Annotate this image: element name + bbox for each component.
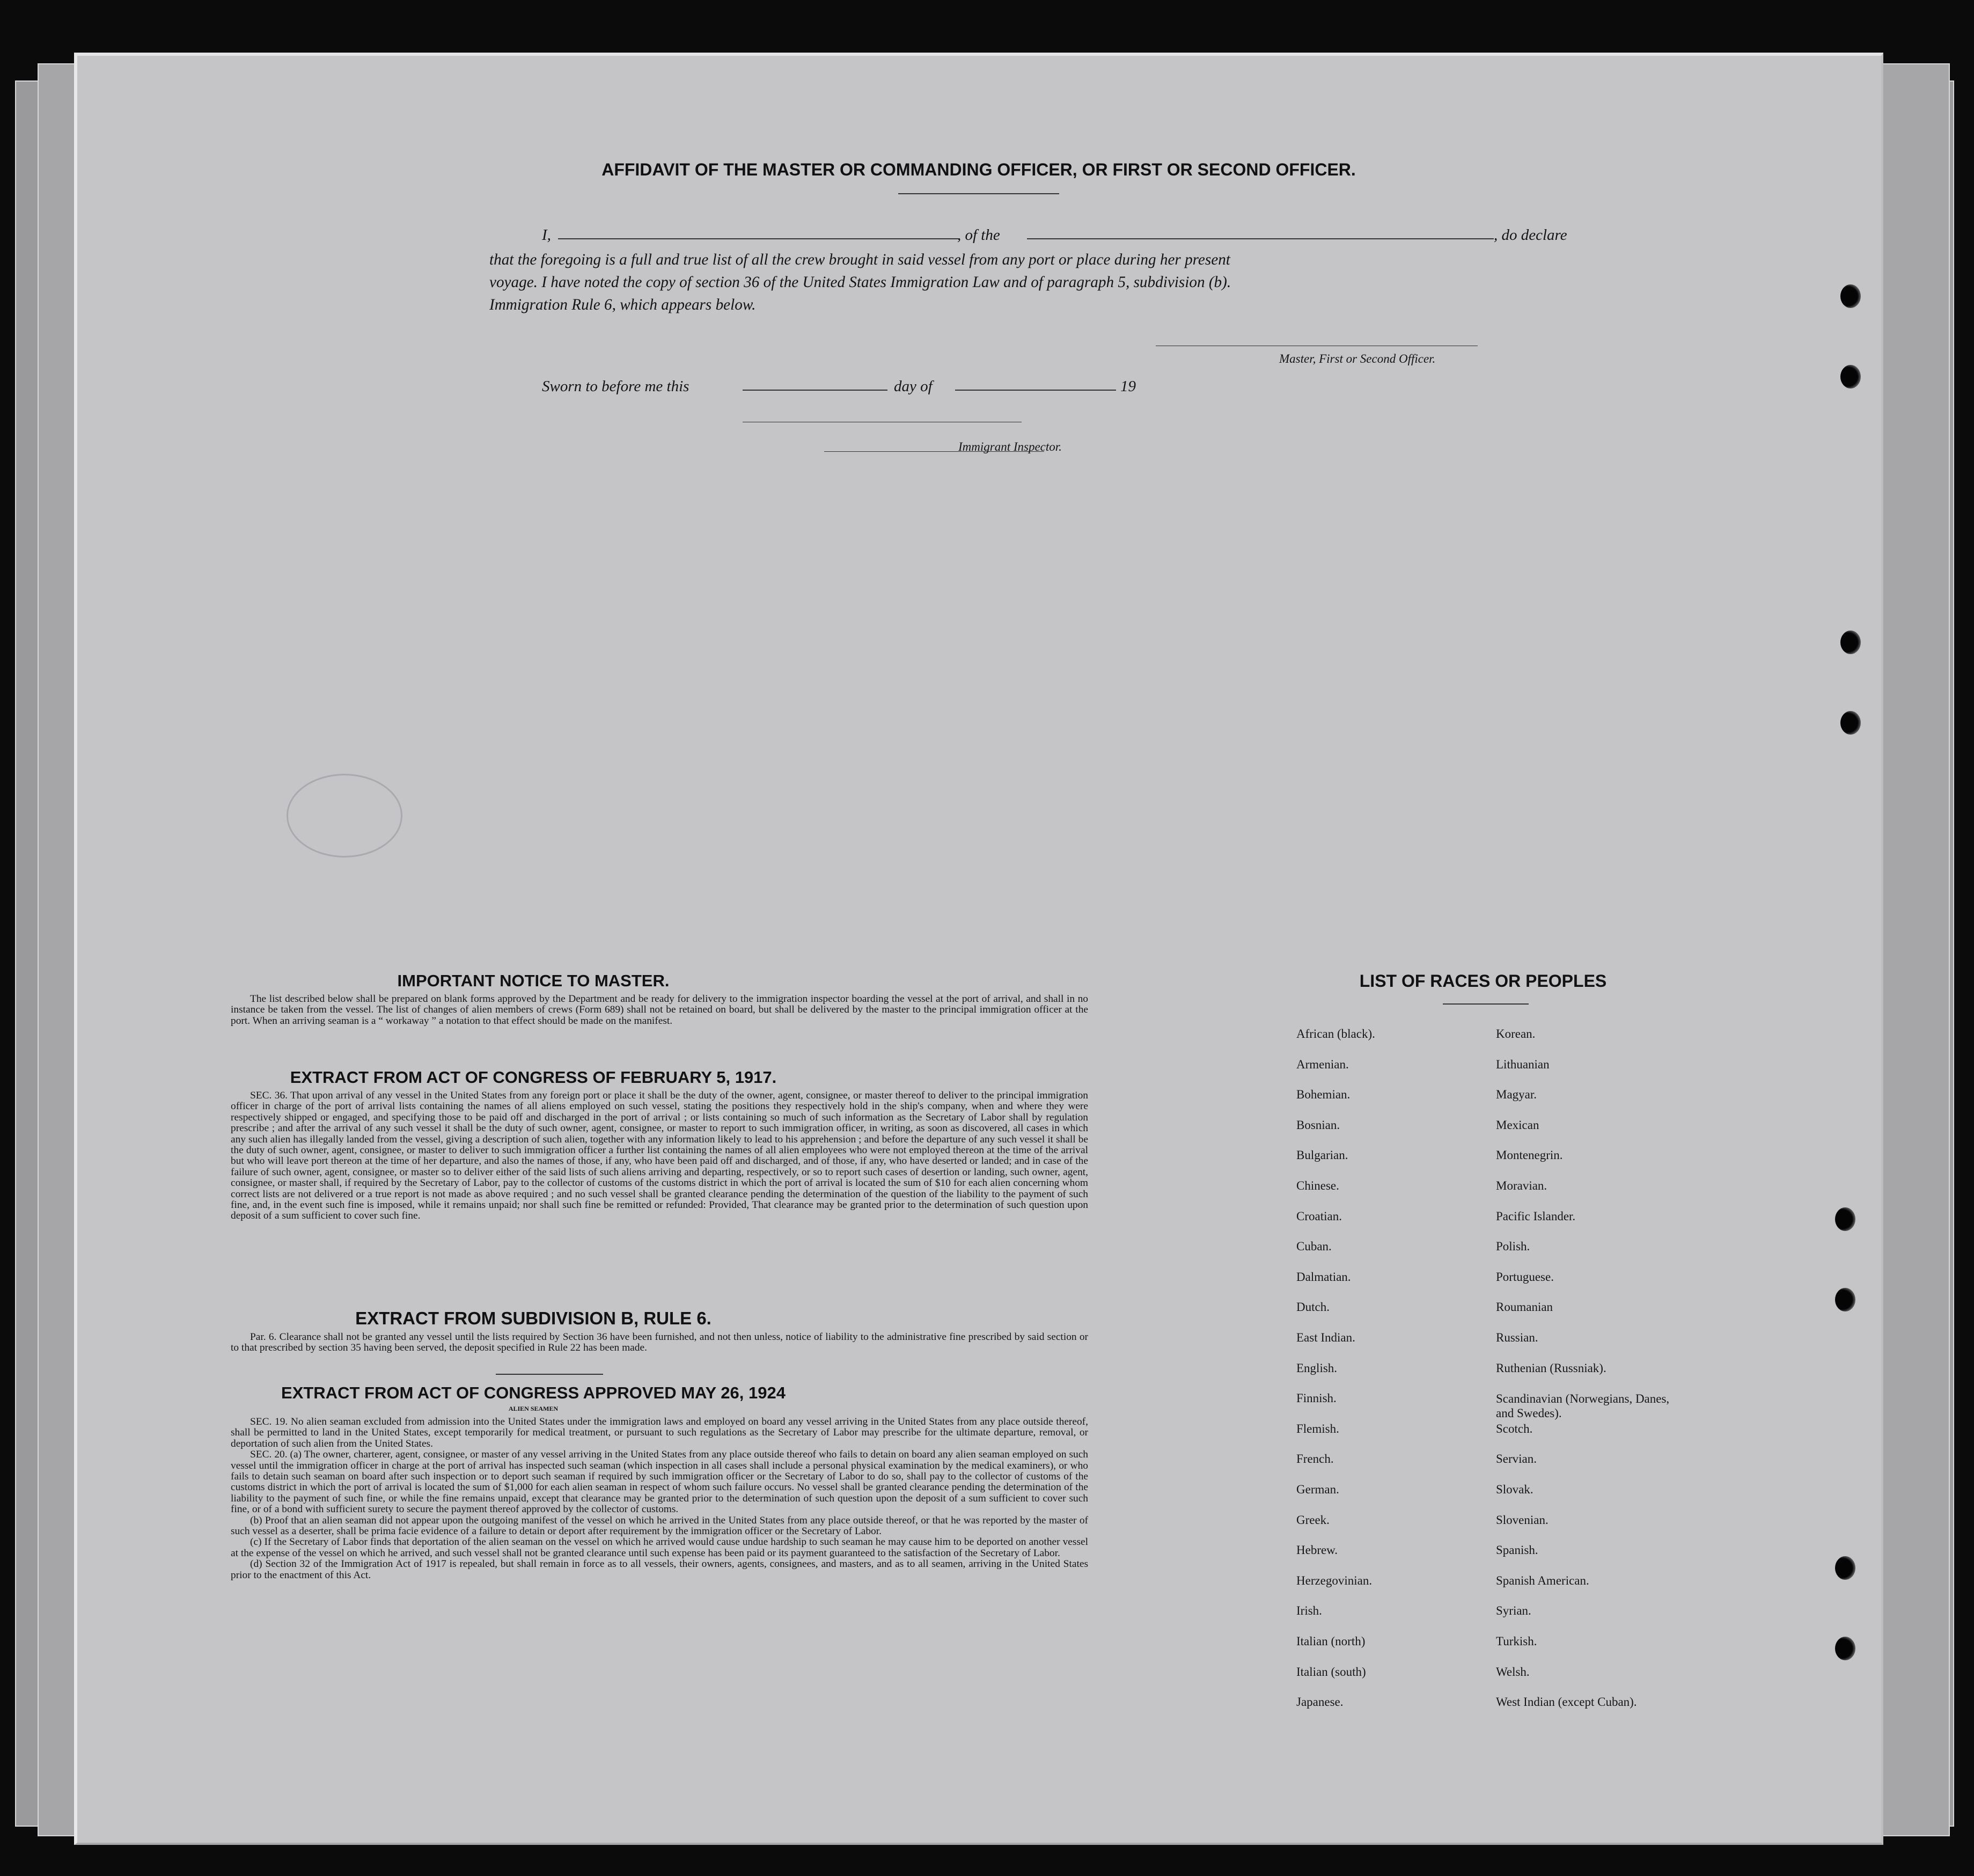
race-item: Welsh.	[1496, 1665, 1530, 1679]
race-item: Bosnian.	[1296, 1118, 1340, 1132]
race-item: English.	[1296, 1361, 1338, 1375]
race-item: Croatian.	[1296, 1209, 1342, 1223]
affidavit-do-declare: , do declare	[1494, 226, 1567, 244]
notice-paragraph: The list described below shall be prepared on blank forms approved by the Department and be ready for delivery to the immigration inspector boarding the vessel at the port of arrival, and shall in no instance be taken from the vessel. The list of changes of alien members of crews (Form 689) shall not be retained on board, but shall be delivered by the master to the principal immigration officer at the port. When an arriving seaman is a “ workaway ” a notation to that effect should be made on the manifest.	[231, 993, 1088, 1027]
races-title: LIST OF RACES OR PEOPLES	[1359, 971, 1607, 991]
race-item: Finnish.	[1296, 1391, 1337, 1405]
race-item: Chinese.	[1296, 1179, 1339, 1192]
race-item: Magyar.	[1496, 1088, 1537, 1102]
year-label: 19	[1120, 378, 1136, 395]
race-item: Bulgarian.	[1296, 1148, 1348, 1162]
race-item: Pacific Islander.	[1496, 1209, 1576, 1223]
day-of-label: day of	[894, 378, 933, 395]
race-item: Dalmatian.	[1296, 1270, 1351, 1284]
race-item: Slovenian.	[1496, 1513, 1549, 1527]
binder-hole	[1840, 284, 1861, 308]
faint-stamp	[287, 774, 402, 858]
extract-1924-subtitle: ALIEN SEAMEN	[508, 1405, 559, 1412]
race-item: Japanese.	[1296, 1695, 1344, 1709]
name-blank[interactable]	[558, 238, 958, 239]
race-item: Cuban.	[1296, 1240, 1332, 1254]
extract-rule6-body	[231, 1332, 1088, 1354]
binder-hole	[1835, 1288, 1855, 1311]
extract-1924-body	[231, 1417, 1088, 1581]
extract-1924-title: EXTRACT FROM ACT OF CONGRESS APPROVED MAY 26, 1924	[281, 1383, 786, 1402]
race-item: Scandinavian (Norwegians, Danes, and Swedes).	[1496, 1392, 1670, 1420]
vessel-blank[interactable]	[1027, 238, 1494, 239]
binder-hole	[1840, 711, 1861, 735]
extract-rule6-paragraph: Par. 6. Clearance shall not be granted any vessel until the lists required by Section 36 have been furnished, and not then unless, notice of liability to the administrative fine prescribed by said section or to that prescribed by section 35 having been served, the deposit specified in Rule 22 has been made.	[231, 1331, 1088, 1354]
binder-hole	[1835, 1637, 1855, 1660]
race-item: West Indian (except Cuban).	[1496, 1695, 1637, 1709]
race-item: African (black).	[1296, 1027, 1375, 1040]
extract-1924-paragraph: SEC. 20. (a) The owner, charterer, agent, consignee, or master of any vessel arriving in the United States from any place outside thereof who fails to detain on board any alien seaman employed on such vessel until the immigration officer in charge at the port of arrival has inspected such seaman (which inspection in all cases shall include a personal physical examination by the medical examiners), or who fails to detain such seaman on board after such inspection or to deport such seaman if required by such immigration officer or the Secretary of Labor to do so, shall pay to the collector of customs of the customs district in which the port of arrival is located the sum of $1,000 for each alien seaman in respect of whom such failure occurs. No vessel shall be granted clearance pending the determination of the liability to the payment of such fine, or while the fine remains unpaid, except that clearance may be granted prior to the determination of such question upon the deposit of a sum sufficient to cover such fine, or of a bond with sufficient surety to secure the payment thereof approved by the collector of customs.	[231, 1449, 1088, 1515]
extract-rule6-title: EXTRACT FROM SUBDIVISION B, RULE 6.	[355, 1308, 711, 1328]
race-item: Moravian.	[1496, 1179, 1547, 1192]
extract-1917-body	[231, 1090, 1088, 1222]
race-item: Polish.	[1496, 1240, 1530, 1254]
race-item: Bohemian.	[1296, 1088, 1351, 1102]
race-item: Greek.	[1296, 1513, 1330, 1527]
race-item: German.	[1296, 1483, 1339, 1496]
race-item: East Indian.	[1296, 1331, 1355, 1344]
race-item: Spanish American.	[1496, 1573, 1589, 1587]
binder-hole	[1840, 365, 1861, 389]
race-item: Armenian.	[1296, 1057, 1349, 1071]
affidavit-line-2: that the foregoing is a full and true list of all the crew brought in said vessel from any port or place during her present	[489, 251, 1230, 268]
race-item: Russian.	[1496, 1331, 1538, 1344]
race-item: Syrian.	[1496, 1604, 1531, 1618]
sworn-label: Sworn to before me this	[542, 378, 689, 395]
affidavit-of-the-label: , of the	[957, 226, 1000, 244]
race-item: Italian (south)	[1296, 1665, 1366, 1679]
extract-1924-paragraph: (b) Proof that an alien seaman did not appear upon the outgoing manifest of the vessel on which he arrived in the United States from any place outside thereof, or that he was reported by the master of such vessel as a deserter, shall be prima facie evidence of a failure to detain or deport after requirement by the immigration officer or the Secretary of Labor.	[231, 1514, 1088, 1537]
races-title-rule	[1443, 1003, 1529, 1005]
affidavit-title-rule	[898, 193, 1059, 194]
race-item: Italian (north)	[1296, 1635, 1366, 1648]
race-item: Dutch.	[1296, 1300, 1330, 1314]
race-item: Flemish.	[1296, 1421, 1339, 1435]
binder-hole	[1840, 631, 1861, 654]
rule6-divider	[496, 1374, 603, 1375]
notice-title: IMPORTANT NOTICE TO MASTER.	[397, 971, 670, 990]
notice-body	[231, 994, 1088, 1027]
sworn-day-blank[interactable]	[743, 390, 887, 391]
race-item: Slovak.	[1496, 1483, 1533, 1496]
race-item: Servian.	[1496, 1452, 1537, 1466]
inspector-label: Immigrant Inspector.	[958, 440, 1062, 453]
race-item: Irish.	[1296, 1604, 1322, 1618]
extract-1924-paragraph: (c) If the Secretary of Labor finds that deportation of the alien seaman on the vessel on which he arrived would cause undue hardship to such seaman he may cause him to be deported on another vessel at the expense of the vessel on which he arrived, and such vessel shall not be granted clearance until such expense has been paid or its payment guaranteed to the satisfaction of the Secretary of Labor.	[231, 1536, 1088, 1559]
race-item: Turkish.	[1496, 1635, 1537, 1648]
race-item: Ruthenian (Russniak).	[1496, 1361, 1606, 1375]
document-page	[74, 53, 1883, 1845]
extract-1917-title: EXTRACT FROM ACT OF CONGRESS OF FEBRUARY 5, 1917.	[290, 1068, 777, 1087]
race-item: Hebrew.	[1296, 1543, 1338, 1557]
sworn-month-blank[interactable]	[955, 390, 1116, 391]
extract-1924-paragraph: SEC. 19. No alien seaman excluded from admission into the United States under the immigration laws and employed on board any vessel arriving in the United States from any place outside thereof, shall be permitted to land in the United States, except temporarily for medical treatment, or pursuant to such regulations as the Secretary of Labor may prescribe for the ultimate departure, removal, or deportation of such alien from the United States.	[231, 1416, 1088, 1449]
race-item: Lithuanian	[1496, 1057, 1550, 1071]
affidavit-title: AFFIDAVIT OF THE MASTER OR COMMANDING OFFICER, OR FIRST OR SECOND OFFICER.	[601, 160, 1356, 179]
extract-1924-paragraph: (d) Section 32 of the Immigration Act of 1917 is repealed, but shall remain in force as to all vessels, their owners, agents, consignees, and masters, and as to all seamen, arriving in the United States prior to the enactment of this Act.	[231, 1558, 1088, 1581]
binder-hole	[1835, 1556, 1855, 1580]
master-signature-label: Master, First or Second Officer.	[1279, 352, 1436, 365]
race-item: Korean.	[1496, 1027, 1536, 1040]
affidavit-line-3: voyage. I have noted the copy of section 36 of the United States Immigration Law and of paragraph 5, subdivision (b).	[489, 274, 1231, 291]
race-item: Herzegovinian.	[1296, 1573, 1373, 1587]
affidavit-line-4: Immigration Rule 6, which appears below.	[489, 296, 756, 313]
race-item: Portuguese.	[1496, 1270, 1554, 1284]
binder-hole	[1835, 1207, 1855, 1231]
race-item: Mexican	[1496, 1118, 1539, 1132]
race-item: Spanish.	[1496, 1543, 1538, 1557]
race-item: French.	[1296, 1452, 1334, 1466]
race-item: Montenegrin.	[1496, 1148, 1563, 1162]
race-item: Scotch.	[1496, 1421, 1533, 1435]
affidavit-i-label: I,	[542, 226, 551, 244]
extract-1917-paragraph: SEC. 36. That upon arrival of any vessel in the United States from any foreign port or place it shall be the duty of the owner, agent, consignee, or master thereof to deliver to the principal immigration officer in charge of the port of arrival lists containing the names of all aliens employed on such vessel, stating the positions they respectively hold in the ship's company, when and where they were respectively shipped or engaged, and specifying those to be paid off and discharged in the port of arrival ; or lists containing so much of such information as the Secretary of Labor shall by regulation prescribe ; and after the arrival of any such vessel it shall be the duty of such owner, agent, consignee, or master to report to such immigration officer, in writing, as soon as discovered, all cases in which any such alien has illegally landed from the vessel, giving a description of such alien, together with any information likely to lead to his apprehension ; and before the departure of any such vessel it shall be the duty of such owner, agent, consignee, or master to deliver to such immigration officer a further list containing the names of all alien employees who were not employed thereon at the time of the arrival but who will leave port thereon at the time of her departure, and also the names of those, if any, who have been paid off and discharged, and of those, if any, who have deserted or landed; and in case of the failure of such owner, agent, consignee, or master so to deliver either of the said lists of such aliens arriving and departing, respectively, or so to report such cases of desertion or landing, such owner, agent, consignee, or master shall, if required by the Secretary of Labor, pay to the collector of customs of the customs district in which the port of arrival is located the sum of $10 for each alien concerning whom correct lists are not delivered or a true report is not made as above required ; and no such vessel shall be granted clearance pending the determination of the question of the liability to the payment of such fine, and, in the event such fine is imposed, while it remains unpaid; nor shall such fine be remitted or refunded: Provided, That clearance may be granted prior to the determination of such question upon deposit of a sum sufficient to cover such fine.	[231, 1090, 1088, 1222]
race-item: Roumanian	[1496, 1300, 1553, 1314]
